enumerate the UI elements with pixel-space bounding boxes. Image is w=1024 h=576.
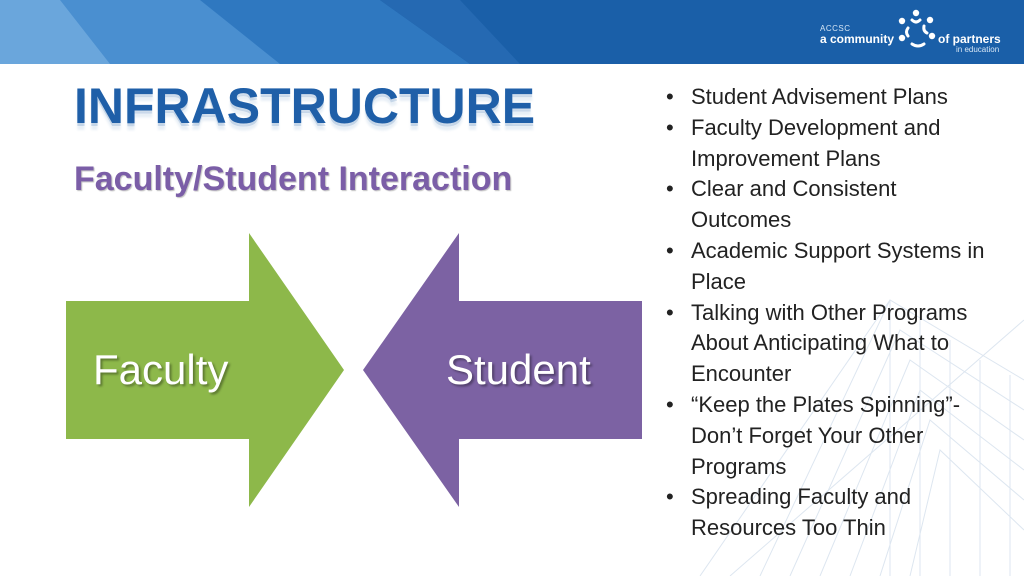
bullet-item: • Student Advisement Plans (662, 82, 992, 113)
bullet-item: • Academic Support Systems in Place (662, 236, 992, 298)
logo-right-text: of partners (938, 32, 1001, 46)
logo-left-text: a community (820, 32, 895, 46)
slide-title: INFRASTRUCTURE (74, 78, 536, 134)
logo-sub-text: in education (956, 45, 1000, 54)
bullet-item: • Spreading Faculty and Resources Too Thin (662, 482, 992, 544)
bullet-item: • Clear and Consistent Outcomes (662, 174, 992, 236)
bullet-list (662, 82, 992, 544)
faculty-label: Faculty (93, 346, 229, 393)
accsc-logo[interactable] (818, 8, 1018, 58)
logo-small-text: ACCSC (820, 24, 851, 33)
student-label: Student (446, 346, 591, 393)
bullet-item: • “Keep the Plates Spinning”-Don’t Forget Your Other Programs (662, 390, 992, 482)
bullet-item: • Talking with Other Programs About Anticipating What to Encounter (662, 298, 992, 390)
accsc-logo-icon (894, 8, 938, 54)
bullet-item: • Faculty Development and Improvement Plans (662, 113, 992, 175)
slide-subtitle: Faculty/Student Interaction (74, 160, 513, 198)
